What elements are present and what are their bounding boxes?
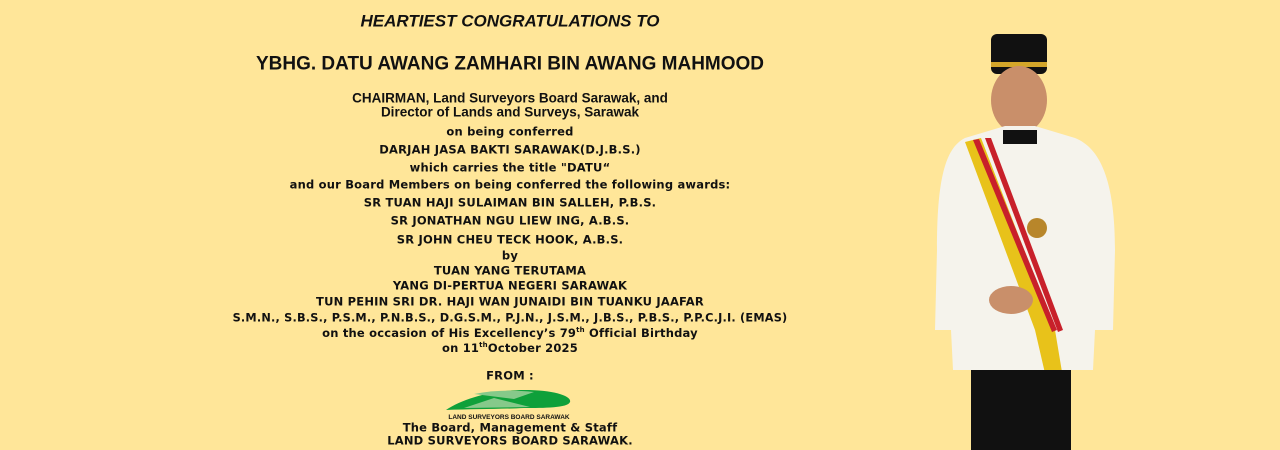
tyt-text: TUAN YANG TERUTAMA (433, 263, 587, 278)
award-name: DARJAH JASA BAKTI SARAWAK(D.J.B.S.) (379, 142, 641, 157)
occasion-line (180, 327, 840, 340)
sender-line-2: LAND SURVEYORS BOARD SARAWAK. (387, 433, 633, 448)
honoree-name: YBHG. DATU AWANG ZAMHARI BIN AWANG MAHMOOD (255, 53, 765, 75)
member-3: SR JOHN CHEU TECK HOOK, A.B.S. (396, 232, 624, 247)
svg-text:LAND SURVEYORS BOARD SARAWAK: LAND SURVEYORS BOARD SARAWAK (448, 414, 570, 421)
from-label: FROM : (486, 368, 534, 383)
members-line: and our Board Members on being conferred the following awards: (289, 177, 731, 192)
honoree-portrait (925, 30, 1125, 450)
occasion-post: Official Birthday (584, 325, 698, 340)
by-text: by (501, 248, 519, 263)
member-2: SR JONATHAN NGU LIEW ING, A.B.S. (390, 213, 630, 228)
lsb-logo (444, 388, 574, 424)
position-line-1: CHAIRMAN, Land Surveyors Board Sarawak, and (352, 90, 668, 106)
sender-line-1: The Board, Management & Staff (402, 420, 618, 435)
occasion-sup: th (576, 325, 585, 334)
member-1: SR TUAN HAJI SULAIMAN BIN SALLEH, P.B.S. (363, 195, 657, 210)
position-line-2: Director of Lands and Surveys, Sarawak (380, 104, 640, 120)
conferred-text: on being conferred (446, 124, 574, 139)
occasion-pre: on the occasion of His Excellency’s 79 (322, 325, 577, 340)
heading: HEARTIEST CONGRATULATIONS TO (360, 11, 660, 31)
title-line: which carries the title "DATU“ (409, 160, 611, 175)
governor-awards: S.M.N., S.B.S., P.S.M., P.N.B.S., D.G.S.M., P.J.N., J.S.M., J.B.S., P.B.S., P.P.C.J.I. (EMAS) (232, 311, 788, 325)
date-post: October 2025 (487, 340, 578, 355)
date-sup: th (479, 340, 488, 349)
date-pre: on 11 (442, 340, 480, 355)
office-text: YANG DI-PERTUA NEGERI SARAWAK (392, 278, 628, 293)
governor-name: TUN PEHIN SRI DR. HAJI WAN JUNAIDI BIN TUANKU JAAFAR (316, 294, 704, 309)
date-line (180, 342, 840, 355)
